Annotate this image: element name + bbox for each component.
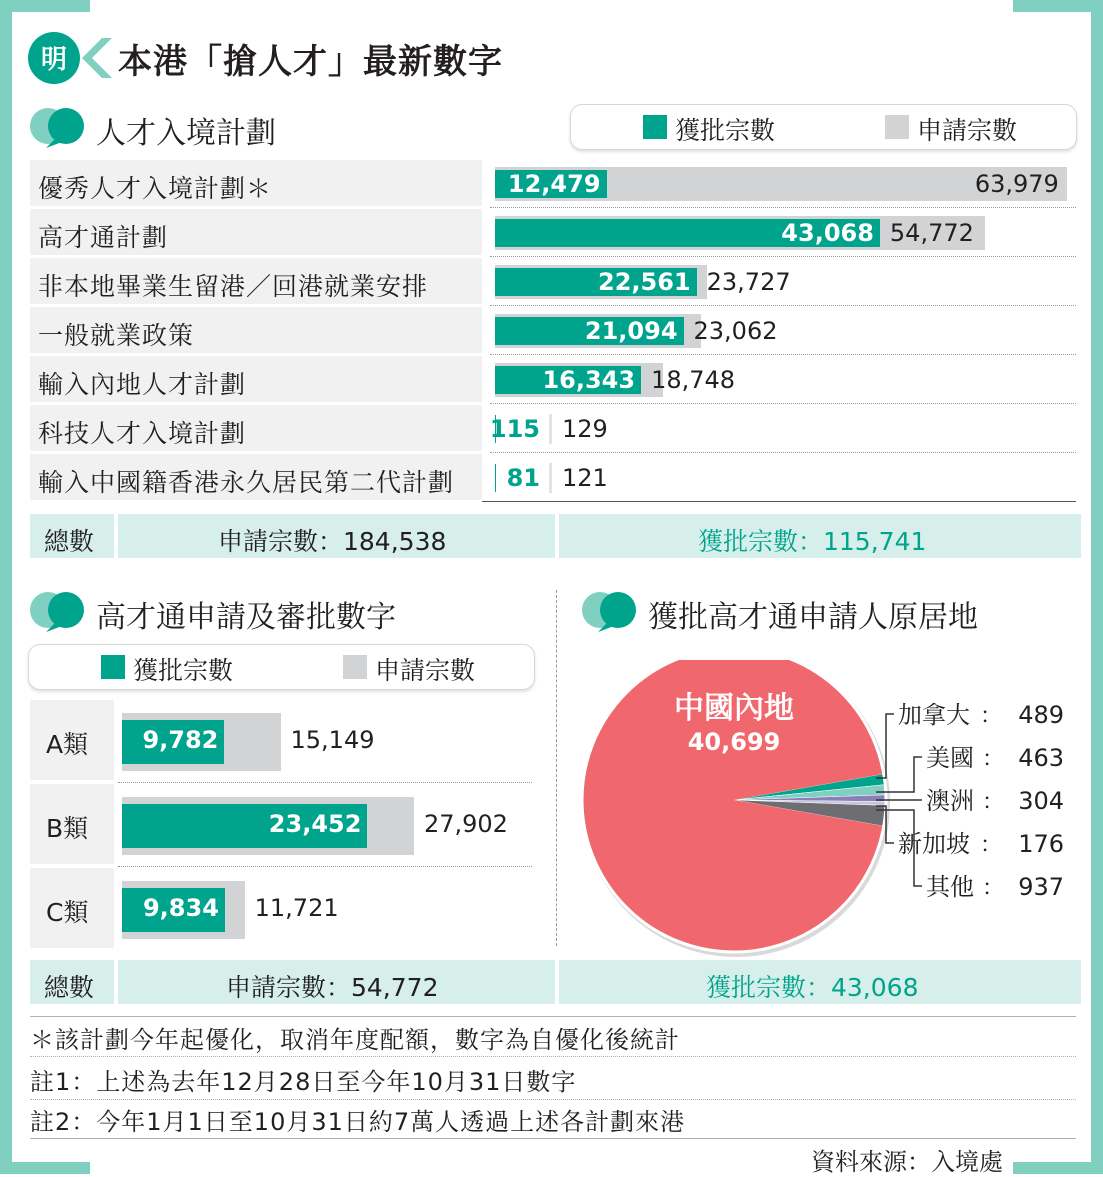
pie-slice-value: 937 — [1018, 873, 1064, 901]
legend-1 — [570, 104, 1077, 150]
origin-pie-chart — [570, 660, 1080, 960]
row-separator — [118, 866, 532, 867]
applied-value-label: 27,902 — [423, 810, 508, 838]
pie-main-value: 40,699 — [687, 728, 781, 756]
pie-slice-colon: ： — [982, 747, 1005, 772]
scheme-label — [30, 209, 482, 255]
applied-value-label: 121 — [562, 464, 608, 492]
legend-applied-label: 申請宗數 — [375, 656, 476, 685]
category-label-text: B類 — [46, 814, 89, 843]
applied-value-label: 54,772 — [889, 219, 974, 247]
scheme-label-text: 優秀人才入境計劃＊ — [38, 174, 273, 203]
row-separator — [118, 782, 532, 783]
note-2: 註1：上述為去年12月28日至今年10月31日數字 — [30, 1068, 577, 1096]
pie-slice-label: 美國 — [926, 744, 974, 772]
scheme-label-text: 非本地畢業生留港／回港就業安排 — [38, 272, 429, 301]
note-divider — [30, 1138, 1076, 1139]
approved-value-label: 16,343 — [542, 366, 636, 394]
applied-bar — [549, 463, 552, 493]
page-title: 本港「搶人才」最新數字 — [118, 42, 503, 82]
section2-total-approved: 獲批宗數：43,068 — [706, 973, 919, 1002]
section-divider — [556, 590, 557, 946]
scheme-label — [30, 454, 482, 500]
note-1: ＊該計劃今年起優化，取消年度配額，數字為自優化後統計 — [30, 1026, 680, 1054]
applied-value-label: 11,721 — [254, 894, 339, 922]
section1-total-label: 總數 — [44, 527, 95, 556]
source-text: 資料來源：入境處 — [811, 1148, 1003, 1176]
pie-slice-value: 489 — [1018, 701, 1064, 729]
pie-slice-label: 其他 — [926, 873, 974, 901]
legend-2 — [28, 644, 535, 690]
chart1-baseline — [482, 501, 1076, 502]
approved-value-label: 22,561 — [598, 268, 691, 296]
pie-slice-colon: ： — [982, 876, 1005, 901]
approved-bar — [495, 464, 496, 492]
row-separator — [490, 305, 1076, 306]
pie-slice-value: 176 — [1018, 830, 1064, 858]
section2-total-applied: 申請宗數：54,772 — [226, 973, 439, 1002]
ming-logo-icon — [26, 30, 112, 86]
note-divider — [30, 1099, 1076, 1100]
scheme-label — [30, 160, 482, 206]
applied-value-label: 129 — [562, 415, 608, 443]
section1-total-approved: 獲批宗數：115,741 — [698, 527, 927, 556]
speech-bubble-icon — [28, 106, 88, 148]
legend-applied-swatch — [885, 115, 909, 139]
legend-approved-swatch — [643, 115, 667, 139]
legend-applied-label: 申請宗數 — [917, 116, 1018, 145]
category-label-text: C類 — [46, 898, 89, 927]
applied-value-label: 15,149 — [290, 726, 375, 754]
approved-value-label: 9,834 — [142, 894, 219, 922]
speech-bubble-icon — [580, 590, 640, 632]
scheme-label — [30, 258, 482, 304]
frame-bottom-left — [0, 1162, 90, 1174]
section2-title: 高才通申請及審批數字 — [96, 600, 396, 635]
scheme-label-text: 輸入內地人才計劃 — [38, 370, 247, 399]
row-separator — [490, 256, 1076, 257]
approved-value-label: 12,479 — [507, 170, 601, 198]
scheme-label-text: 輸入中國籍香港永久居民第二代計劃 — [38, 468, 455, 497]
category-label — [30, 784, 114, 864]
note-divider — [30, 1016, 1076, 1017]
approved-value-label: 23,452 — [268, 810, 362, 838]
approved-value-label: 43,068 — [781, 219, 874, 247]
pie-slice-value: 304 — [1018, 787, 1064, 815]
legend-approved-swatch — [101, 655, 125, 679]
pie-slice-label: 加拿大 — [898, 701, 970, 729]
row-separator — [490, 403, 1076, 404]
scheme-label — [30, 307, 482, 353]
frame-top-right — [1013, 0, 1103, 12]
note-3: 註2：今年1月1日至10月31日約7萬人透過上述各計劃來港 — [30, 1108, 686, 1136]
legend-approved-label: 獲批宗數 — [675, 116, 776, 145]
approved-value-label: 21,094 — [584, 317, 678, 345]
logo-text: 明 — [40, 45, 68, 75]
scheme-label-text: 科技人才入境計劃 — [38, 419, 247, 448]
speech-bubble-icon — [28, 590, 88, 632]
section3-title: 獲批高才通申請人原居地 — [648, 600, 978, 635]
category-label — [30, 700, 114, 780]
pie-slice-label: 新加坡 — [898, 830, 970, 858]
pie-main-label: 中國內地 — [674, 691, 794, 726]
approved-value-label: 81 — [506, 464, 540, 492]
pie-slice-colon: ： — [980, 704, 1003, 729]
row-separator — [490, 354, 1076, 355]
legend-approved-label: 獲批宗數 — [133, 656, 234, 685]
frame-bottom-right — [1013, 1162, 1103, 1174]
note-divider — [30, 1056, 1076, 1057]
pie-slice-value: 463 — [1018, 744, 1064, 772]
pie-slice-label: 澳洲 — [926, 787, 974, 815]
approved-value-label: 115 — [489, 415, 540, 443]
section1-total-applied: 申請宗數：184,538 — [218, 527, 447, 556]
category-label — [30, 868, 114, 948]
category-label-text: A類 — [46, 730, 89, 759]
applied-value-label: 18,748 — [651, 366, 736, 394]
scheme-label — [30, 356, 482, 402]
legend-applied-swatch — [343, 655, 367, 679]
frame-right — [1091, 0, 1103, 1174]
applied-value-label: 23,727 — [706, 268, 791, 296]
applied-value-label: 63,979 — [974, 170, 1059, 198]
section1-title: 人才入境計劃 — [96, 116, 276, 151]
frame-left — [0, 0, 12, 1174]
section2-total-label: 總數 — [44, 973, 95, 1002]
scheme-label — [30, 405, 482, 451]
pie-slice-colon: ： — [982, 790, 1005, 815]
frame-top-left — [0, 0, 90, 12]
pie-slice-colon: ： — [980, 833, 1003, 858]
scheme-label-text: 高才通計劃 — [38, 223, 169, 252]
approved-value-label: 9,782 — [142, 726, 219, 754]
row-separator — [490, 207, 1076, 208]
scheme-label-text: 一般就業政策 — [38, 321, 195, 350]
applied-value-label: 23,062 — [693, 317, 778, 345]
row-separator — [490, 452, 1076, 453]
applied-bar — [549, 414, 552, 444]
